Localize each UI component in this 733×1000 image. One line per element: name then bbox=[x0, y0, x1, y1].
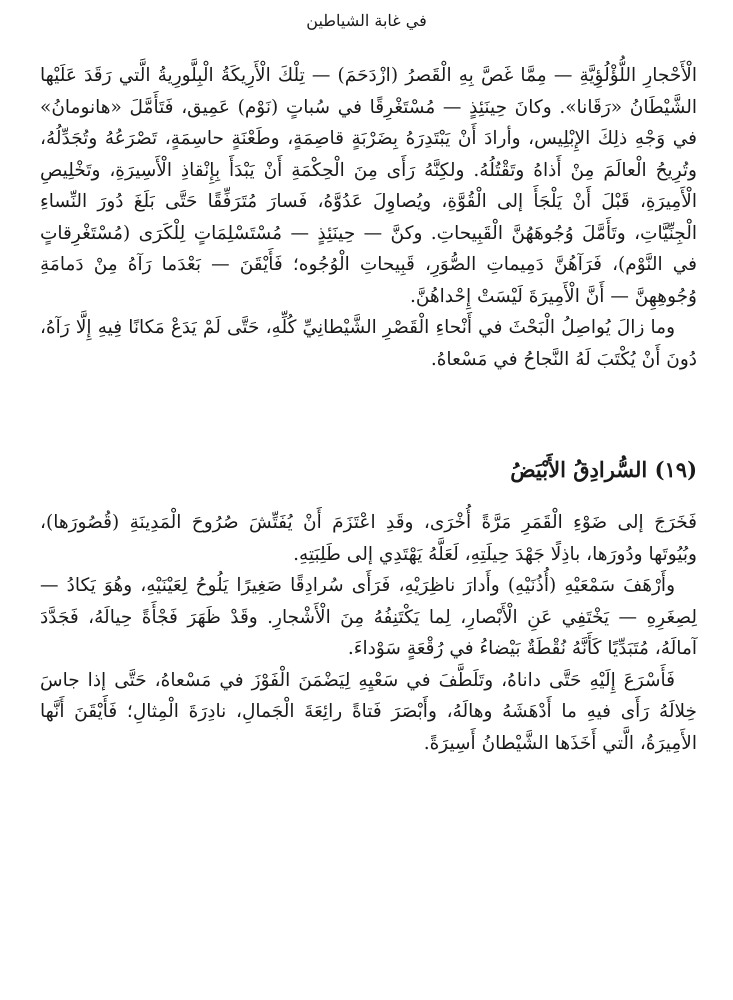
paragraph-2: وما زالَ يُواصِلُ الْبَحْثَ في أَنْحاءِ الْقَصْرِ الشَّيْطانِيِّ كُلِّهِ، حَتَّى لَمْ يَدَعْ مَكانًا فِيهِ إِلَّا رَآهُ، دُونَ أَنْ يُكْتَبَ لَهُ النَّجاحُ في مَسْعاهُ. bbox=[40, 317, 697, 370]
paragraph-4: وأَرْهَفَ سَمْعَيْهِ (أُذُنَيْهِ) وأَدارَ ناظِرَيْهِ، فَرَأَى سُرادِقًا صَغِيرًا يَلُوحُ لِعَيْنَيْهِ، وهُوَ يَكادُ — لِصِغَرِهِ — يَخْتَفِي عَنِ الْأَبْصارِ، لِما يَكْتَنِفُهُ مِنَ الْأَشْجارِ. وقَدْ ظَهَرَ فَجْأَةً حِيالَهُ، فَجَدَّدَ آمالَهُ، مُتَبَدِّيًا كَأَنَّهُ نُقْطَةٌ بَيْضاءُ في رُقْعَةٍ سَوْداءَ. bbox=[40, 575, 697, 659]
paragraph-1: الْأَحْجارِ اللُّؤْلُؤِيَّةِ — مِمَّا غَصَّ بِهِ الْقَصرُ (ازْدَحَمَ) — تِلْكَ الْأَرِيكَةُ الْبِلَّورِيةُ الَّتي رَقَدَ عَلَيْها الشَّيْطَانُ «رَقَانا». وكانَ حِينَئِذٍ — مُسْتَغْرِقًا في سُباتٍ (نَوْم) عَمِيق، فَتَأَمَّلَ «هانومانُ» في وَجْهِ ذلِكَ الإِبْلِيس، وأرادَ أَنْ يَبْتَدِرَهُ بِضَرْبَةٍ قاصِمَةٍ، وطَعْنَةٍ حاسِمَةٍ، تَصْرَعُهُ وتُجَدِّلُهُ، وتُرِيحُ الْعالَمَ مِنْ أَذاهُ وتَقْتُلُهُ. ولكِنَّهُ رَأَى مِنَ الْحِكْمَةِ أَنْ يَبْدَأَ بِإِنْقاذِ الْأَسِيرَةِ، وتَخْلِيصِ الْأَمِيرَةِ، قَبْلَ أَنْ يَلْجَأَ إلى الْقُوَّةِ، ويُصاوِلَ عَدُوَّهُ، فَسارَ مُتَرَفِّقًا حَتَّى بَلَغَ دُورَ النِّساءِ الْجِنِّيَّاتِ، وتَأَمَّلَ وُجُوهَهُنَّ الْقَبِيحاتِ. وكنَّ — حِينَئِذٍ — مُسْتَسْلِمَاتٍ لِلْكَرَى (مُسْتَغْرِقاتٍ في النَّوْم)، فَرَآهُنَّ دَمِيماتِ الصُّوَرِ، قَبِيحاتِ الْوُجُوه؛ فَأَيْقَنَ — بَعْدَما رَآهُ مِنْ دَمامَةِ وُجُوهِهِنَّ — أَنَّ الْأَمِيرَةَ لَيْسَتْ إِحْداهُنَّ. bbox=[40, 65, 697, 307]
section-body bbox=[40, 507, 697, 759]
paragraph-3: فَخَرَجَ إلى ضَوْءِ الْقَمَرِ مَرَّةً أُخْرَى، وقَدِ اعْتَزَمَ أَنْ يُفَتِّشَ صُرُوحَ الْمَدِينَةِ (قُصُورَها)، وبُيُوتَها ودُورَها، باذِلًا جَهْدَ حِيلَتِهِ، لَعَلَّهُ يَهْتَدِي إلى طَلِبَتِهِ. bbox=[40, 512, 697, 565]
section-heading: (١٩) السُّرادِقُ الأَبْيَضُ bbox=[510, 457, 697, 482]
chapter-body-top bbox=[40, 60, 697, 375]
running-header: في غابة الشياطين bbox=[306, 11, 427, 30]
paragraph-5: فَأَسْرَعَ إِلَيْهِ حَتَّى داناهُ، وتَلَطَّفَ في سَعْيِهِ لِيَضْمَنَ الْفَوْزَ في مَسْعاهُ، حَتَّى إذا جاسَ خِلالَهُ رَأَى فيهِ ما أَدْهَشَهُ وهالَهُ، وأَبْصَرَ فَتاةً رائِعَةَ الْجَمالِ، نادِرَةَ الْمِثالِ؛ فَأَيْقَنَ أَنَّها الأَمِيرَةُ، الَّتي أَخَذَها الشَّيْطانُ أَسِيرَةً. bbox=[40, 669, 697, 754]
